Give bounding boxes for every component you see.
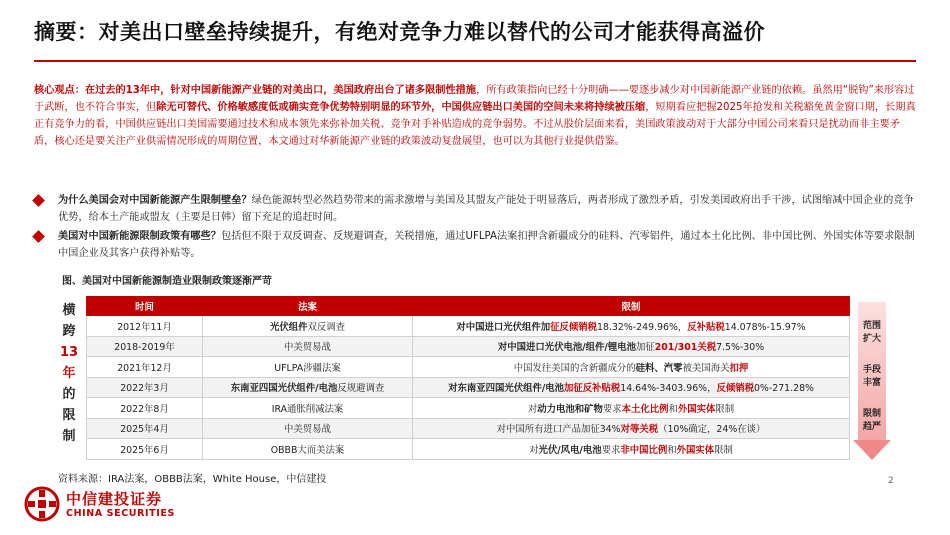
cell-restriction [413,439,850,460]
arrow-label-line: 范围 [862,321,881,331]
restriction-segment: 反补贴税 [687,321,725,333]
bullet-why-question: 为什么美国会对中国新能源产生限制壁垒？ [58,195,252,206]
table-row [87,439,850,460]
vlabel-char-red: 年 [62,366,76,381]
title-divider [34,60,916,62]
citic-logo-icon [24,486,60,522]
cell-law [203,418,413,439]
vlabel-char: 限 [62,408,76,423]
bullet-why [34,192,918,226]
restriction-segment: 对中国所有进口产品加征34% [496,424,621,436]
figure-title: 图、美国对中国新能源制造业限制政策逐渐严苛 [62,276,272,287]
table-header-row [87,297,850,316]
law-text: IRA通胀削减法案 [271,403,344,415]
vlabel-char: 的 [62,387,76,402]
arrow-label-line: 手段 [862,365,881,375]
summary-text-2: ，短期看应把握2025年抢发和关税豁免黄金窗口期，长期真正有竞争力的看，中国供应链出口美国需要通过技术和成本领先来弥补加关税、竞争对手补贴造成的竞争弱势。不过从股价层面来看，美国政策波动对于大部分中国公司来看只是扰动而非主要矛盾，核心还是要关注产业供需情况形成的周期位置，本文通过对华新能源产业链的政策波动复盘展望，也可以为其他行业提供借鉴。 [34,102,916,147]
cell-law [203,336,413,357]
restriction-segment: 对中国进口光伏电池/组件/锂电池 [497,342,636,354]
restriction-segment: 要求 [602,403,622,415]
table-row [87,377,850,398]
cell-law [203,377,413,398]
cell-restriction [413,418,850,439]
restriction-segment: 对 [529,444,539,456]
law-text: 中美贸易战 [284,424,331,436]
restriction-segment: 反倾销税 [716,383,754,395]
summary-bold-2: 除无可替代、价格敏感度低或确实竞争优势特别明显的环节外，中国供应链出口美国的空间未来将持续被压缩 [156,102,646,113]
policy-table [86,296,850,460]
severity-arrow [856,302,888,462]
table-row [87,418,850,439]
law-text: UFLPA涉疆法案 [274,362,341,374]
vlabel-char: 横 [62,303,76,318]
restriction-segment: 和 [667,444,677,456]
header-time: 时间 [87,297,203,316]
page-number: 2 [888,476,894,486]
restriction-segment: 非中国比例 [620,444,668,456]
restriction-segment: 被美国海关 [682,362,730,374]
cell-restriction [413,377,850,398]
arrow-label-scope [856,320,888,346]
restriction-segment: 14.64%-3403.96%， [620,383,717,395]
cell-restriction [413,336,850,357]
company-logo [24,486,244,526]
diamond-bullet-icon [32,230,45,243]
source-note: 资料来源：IRA法案，OBBB法案，White House，中信建投 [58,474,327,485]
restriction-segment: 征反倾销税 [550,321,598,333]
table-row [87,336,850,357]
restriction-segment: 外国实体 [677,403,716,415]
table-body [87,316,850,460]
logo-cn: 中信建投证券 [66,490,163,508]
restriction-segment: 本土化比例 [621,403,669,415]
cell-time: 2018-2019年 [87,336,203,357]
restriction-segment: 0%-271.28% [753,383,814,395]
arrow-label-line: 限制 [862,409,881,419]
law-text: 反规避调查 [337,383,385,395]
bullet-policies-text: 包括但不限于双反调查、反规避调查，关税措施，通过UFLPA法案扣押含新疆成分的硅料、汽零铝件，通过本土化比例、非中国比例、外国实体等要求限制中国企业及其客户获得补贴等。 [58,231,915,259]
restriction-segment: 限制 [715,403,735,415]
summary-label: 核心观点： [34,85,85,96]
table-row [87,316,850,337]
restriction-segment: 和 [668,403,678,415]
law-text: 中美贸易战 [284,342,331,354]
cell-time: 2025年4月 [87,418,203,439]
page-title: 摘要：对美出口壁垒持续提升，有绝对竞争力难以替代的公司才能获得高溢价 [34,20,765,44]
restriction-segment: 对东南亚四国光伏组件/电池 [448,383,564,395]
bullet-policies-question: 美国对中国新能源限制政策有哪些？ [58,231,221,242]
cell-law [203,398,413,419]
restriction-segment: 外国实体 [676,444,715,456]
table-row [87,398,850,419]
restriction-segment: 加征 [635,342,655,354]
restriction-segment: 7.5%-30% [716,342,765,354]
vlabel-char-red: 13 [59,345,79,360]
law-text: 双反调查 [307,321,346,333]
diamond-bullet-icon [32,194,45,207]
header-law: 法案 [203,297,413,316]
restriction-segment: 对中国进口光伏组件加 [456,321,551,333]
restriction-segment: 对 [527,403,538,415]
header-restriction: 限制 [413,297,850,316]
summary-text-1: ，所有政策指向已经十分明确——要逐步减少对中国新能源产业链的依赖。虽然用“脱钩”来形容过于武断，也不符合事实，但 [34,85,915,113]
cell-law [203,357,413,378]
restriction-segment: 201/301关税 [654,342,717,354]
cell-time: 2022年3月 [87,377,203,398]
law-bold: 东南亚四国光伏组件/电池 [230,383,338,395]
logo-en: CHINA SECURITIES [66,508,175,519]
arrow-label-line: 丰富 [862,378,881,388]
cell-time: 2021年12月 [87,357,203,378]
cell-restriction [413,398,850,419]
restriction-segment: 14.078%-15.97% [724,321,806,333]
restriction-segment: 要求 [601,444,621,456]
restriction-segment: 对等关税 [620,424,659,436]
summary-bold-1: 在过去的13年中，针对中国新能源产业链的对美出口，美国政府出台了诸多限制性措施 [84,85,477,96]
cell-law [203,316,413,337]
restriction-segment: 限制 [714,444,733,456]
bullet-policies [34,228,918,262]
cell-time: 2025年6月 [87,439,203,460]
restriction-segment: 18.32%-249.96%， [597,321,688,333]
cell-restriction [413,316,850,337]
arrow-label-means [856,364,888,390]
vertical-label [58,300,80,447]
cell-time: 2022年8月 [87,398,203,419]
restriction-segment: （10%确定，24%在谈） [658,424,766,436]
cell-law [203,439,413,460]
restriction-segment: 加征反补贴税 [564,383,621,395]
arrow-label-line: 扩大 [862,334,881,344]
cell-restriction [413,357,850,378]
restriction-segment: 中国发往美国的含新疆成分的 [513,362,636,374]
law-bold: 光伏组件 [269,321,308,333]
arrow-down-icon [853,440,891,460]
core-summary [34,82,918,150]
table-row [87,357,850,378]
restriction-segment: 动力电池和矿物 [537,403,603,415]
arrow-label-line: 趋严 [862,422,881,432]
arrow-label-strict [856,408,888,434]
restriction-segment: 光伏/风电/电池 [538,444,602,456]
vlabel-char: 跨 [62,324,76,339]
cell-time: 2012年11月 [87,316,203,337]
vlabel-char: 制 [62,429,76,444]
restriction-segment: 硅料、汽零 [635,362,683,374]
restriction-segment: 扣押 [729,362,749,374]
bullet-why-text: 绿色能源转型必然趋势带来的需求激增与美国及其盟友产能处于明显落后，两者形成了激烈矛盾，引发美国政府出手干涉，试图缩减中国企业的竞争优势，给本土产能或盟友（主要是日韩）留下充足的追赶时间。 [58,195,914,223]
law-text: OBBB大而美法案 [270,444,345,456]
